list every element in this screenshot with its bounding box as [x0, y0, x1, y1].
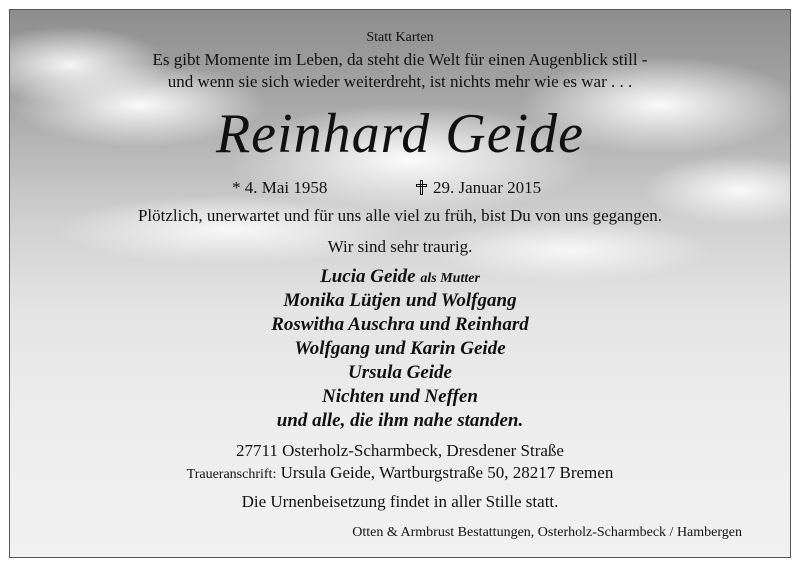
family-line: Wolfgang und Karin Geide — [294, 338, 506, 359]
death-date: 29. Januar 2015 — [433, 178, 542, 197]
undertaker-credit: Otten & Armbrust Bestattungen, Osterholz-Scharmbeck / Hambergen — [352, 525, 742, 540]
quote-line-1: Es gibt Momente im Leben, da steht die Welt für einen Augenblick still - — [152, 50, 648, 69]
lucia-role: als Mutter — [420, 271, 480, 286]
quote-line-2: und wenn sie sich wieder weiterdreht, ist nichts mehr wie es war . . . — [167, 72, 633, 91]
funeral-note: Die Urnenbeisetzung findet in aller Stille statt. — [241, 492, 559, 511]
life-dates — [10, 178, 790, 200]
mourning-address-line — [10, 463, 790, 483]
family-line: Monika Lütjen und Wolfgang — [283, 290, 517, 311]
mourning-address: Ursula Geide, Wartburgstraße 50, 28217 Bremen — [280, 463, 614, 482]
residence-address: 27711 Osterholz-Scharmbeck, Dresdener Straße — [236, 441, 564, 460]
obituary-notice — [9, 9, 791, 558]
mourning-address-label: Traueranschrift: — [186, 467, 277, 482]
birth-date: * 4. Mai 1958 — [232, 178, 328, 197]
death-date-group — [415, 178, 541, 198]
family-line: Nichten und Neffen — [322, 386, 478, 407]
family-line: Roswitha Auschra und Reinhard — [271, 314, 529, 335]
lucia-name: Lucia Geide — [320, 266, 416, 287]
family-line: und alle, die ihm nahe standen. — [276, 410, 524, 431]
message-line-1: Plötzlich, unerwartet und für uns alle viel zu früh, bist Du von uns gegangen. — [137, 206, 663, 225]
family-lucia — [10, 266, 790, 288]
message-line-2: Wir sind sehr traurig. — [327, 237, 473, 256]
cross-icon — [415, 180, 429, 194]
deceased-name: Reinhard Geide — [215, 103, 585, 165]
statt-karten-text: Statt Karten — [366, 30, 434, 45]
family-line: Ursula Geide — [348, 362, 452, 383]
